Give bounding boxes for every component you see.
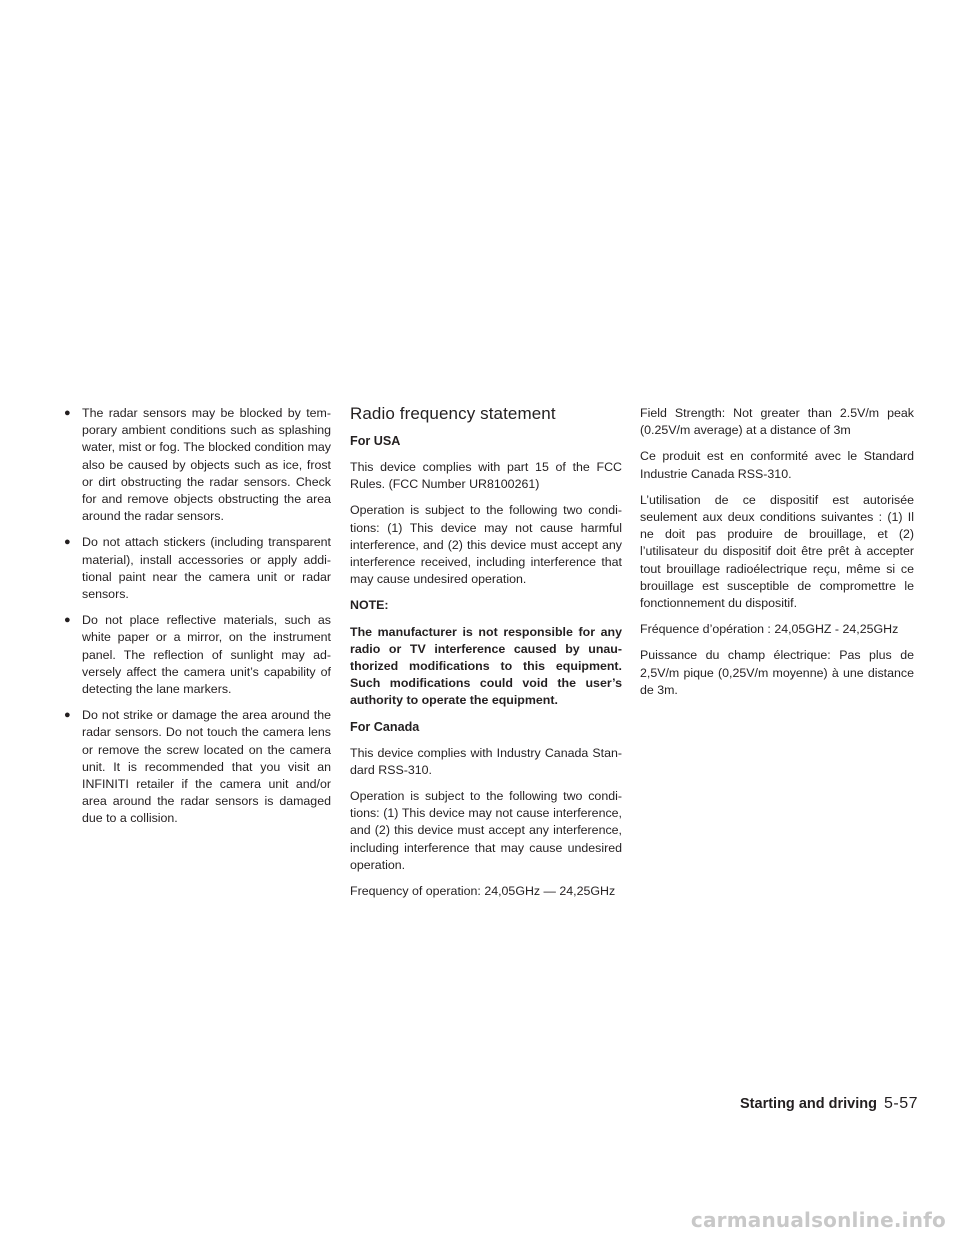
bullet-text: Do not attach stickers (including transparent material), install accessories or apply addi-tional paint near the camera unit or radar sensors. bbox=[82, 535, 331, 602]
page-footer bbox=[740, 1095, 918, 1113]
bullet-icon: ● bbox=[64, 709, 71, 722]
bullet-item bbox=[63, 405, 331, 525]
canada-paragraph-3: Frequency of operation: 24,05GHz — 24,25GHz bbox=[350, 884, 616, 899]
french-paragraph-1: Ce produit est en conformité avec le Standard Industrie Canada RSS-310. bbox=[640, 449, 914, 481]
usa-paragraph-1: This device complies with part 15 of the FCC Rules. (FCC Number UR8100261) bbox=[350, 460, 622, 492]
note-label: NOTE: bbox=[350, 598, 389, 613]
field-strength-paragraph: Field Strength: Not greater than 2.5V/m peak (0.25V/m average) at a distance of 3m bbox=[640, 406, 914, 438]
usa-paragraph-2: Operation is subject to the following two condi-tions: (1) This device may not cause harmful interference, and (2) this device must accept any interference received, including interference that may cause undesired operation. bbox=[350, 503, 622, 587]
section-heading: Radio frequency statement bbox=[350, 404, 556, 423]
bullet-text: Do not place reflective materials, such as white paper or a mirror, on the instrument panel. The reflection of sunlight may ad-versely affect the camera unit’s capability of detecting the lane markers. bbox=[82, 613, 331, 697]
canada-paragraph-2: Operation is subject to the following two condi-tions: (1) This device may not cause interference, and (2) this device must accept any interference, including interference that may cause undesired operation. bbox=[350, 789, 622, 872]
french-paragraph-4: Puissance du champ électrique: Pas plus de 2,5V/m pique (0,25V/m moyenne) à une distance de 3m. bbox=[640, 648, 914, 697]
bullet-item bbox=[63, 612, 331, 698]
right-column bbox=[640, 405, 914, 708]
canada-heading: For Canada bbox=[350, 719, 420, 734]
bullet-item bbox=[63, 707, 331, 827]
page-number: 5-57 bbox=[883, 1095, 918, 1112]
bullet-icon: ● bbox=[64, 407, 71, 419]
left-column bbox=[63, 405, 331, 837]
watermark: carmanualsonline.info bbox=[690, 1208, 946, 1232]
section-name: Starting and driving bbox=[740, 1096, 877, 1112]
french-paragraph-3: Fréquence d’opération : 24,05GHZ - 24,25GHz bbox=[640, 622, 899, 637]
french-paragraph-2: L’utilisation de ce dispositif est autorisée seulement aux deux conditions suivantes : (1) Il ne doit pas produire de brouillage, et (2) l’utilisateur du dispositif doit être prêt à accepter tout brouillage radioélectrique reçu, même si ce brouillage est susceptible de compromettre le fonctionnement du dispositif. bbox=[640, 492, 914, 611]
middle-column bbox=[350, 404, 622, 909]
bullet-icon: ● bbox=[64, 614, 71, 627]
usa-heading: For USA bbox=[350, 434, 401, 448]
canada-paragraph-1: This device complies with Industry Canada Stan-dard RSS-310. bbox=[350, 745, 622, 777]
bullet-text: Do not strike or damage the area around the radar sensors. Do not touch the camera lens or remove the screw located on the camera unit. It is recommended that you visit an INFINITI retailer if the camera unit and/or area around the radar sensors is damaged due to a collision. bbox=[82, 708, 331, 826]
note-text: The manufacturer is not responsible for any radio or TV interference caused by unau-thorized modifications to this equipment. Such modifications could void the user’s authority to operate the equipment. bbox=[350, 624, 622, 708]
bullet-text: The radar sensors may be blocked by tem-porary ambient conditions such as splashing water, mist or fog. The blocked condition may also be caused by objects such as ice, frost or dirt obstructing the radar sensors. Check for and remove objects obstructing the area around the radar sensors. bbox=[82, 406, 331, 524]
bullet-item bbox=[63, 534, 331, 603]
bullet-icon: ● bbox=[64, 536, 71, 549]
